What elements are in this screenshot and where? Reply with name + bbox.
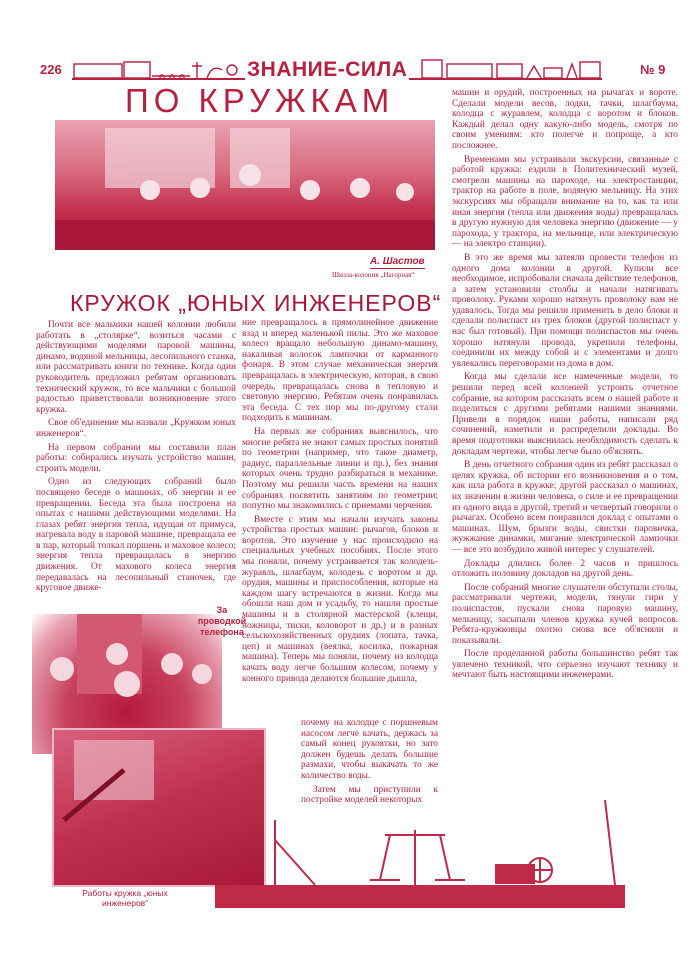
workshop-photo [55,120,435,250]
article-title: КРУЖОК „ЮНЫХ ИНЖЕНЕРОВ“ [70,290,442,316]
photo-author: А. Шастов [370,256,425,267]
paragraph: Временами мы устраивали экскурсии, связанные с работой кружка: ездили в Политехнический музей, смотрели машины на пароходе, на электростанции, трактор на работе в поле, водяную мельницу. На этих экскурсиях мы обращали внимание на то, как та или иная энергия (тепла или движения воды) превращалась в другую нужную для человека энергию (движение — у парохода, у трактора, на мельнице, или электрическую — на электро станции). [452,154,678,250]
article-column-2-continued [301,718,438,806]
telephone-photo-caption: За проводкой телефона [197,605,247,637]
article-column-3 [452,88,678,681]
magazine-title: ЗНАНИЕ-СИЛА [247,58,408,81]
paragraph: Доклады длились более 2 часов и пришлось отложить половину докладов на другой день. [452,558,678,580]
models-cutout-photo [215,800,635,910]
paragraph: На первом собрании мы составили план работы: собирались изучать устройство машин, строить модели. [36,442,236,474]
article-column-2 [242,318,438,684]
paragraph: В это же время мы затеяли провести телефон из одного дома колонии в другой. Купили все необходимое, испробовали сначала действие телефонов, а затем установили столбы и начали натягивать проволоку. Руками хорошо натянуть проволоку нам не удавалось. Тогда мы решили применить в дело блоки и сделали полиспаст из трех блоков (другой полиспаст у нас был готовый). При помощи полиспастов мы очень хорошо натянули провода, укрепили телефоны, соединили их между собой и с элементами и долго увлекались переговорами из дома в дом. [452,252,678,369]
paragraph: ние превращалось в прямолинейное движение взад и вперед маленькой пилы. Это же маховое колесо вращало небольшую динамо-машину, накаливая волосок лампочки от карманного фонаря. В этом случае механическая энергия превращалась в электрическую, которая, в свою очередь, превращалась снова в тепловую и световую энергию. Ребятам очень понравилась эта беседа. С тех пор мы по-другому стали подходить к машинам. [242,318,438,424]
models-photo-caption: Работы кружка „юных инженеров“ [82,888,168,908]
paragraph: Затем мы приступили к постройке моделей некоторых [301,784,438,806]
paragraph: Вместе с этим мы начали изучать законы устройства простых машин: рычагов, блоков и воротов. Это изучение у нас происходило на специальных учебных пособиях. После этого мы поняли, почему устраивается так колодезь-журавль, шлагбаум, колодезь с воротом и др. орудия, машины и приспособления, которые на каждом шагу встречаются в жизни. Когда мы обошли наш дом и усадьбу, то нашли простые машины и в столярной мастерской (клещи, ножницы, тиски, коловорот и др.) и в разных сельскохозяйственных орудиях (лопата, тачка, цеп) и машинах (веялка, косилка, пожарная машина). Теперь мы поняли, почему из колодца качать воду легче большим колесом, почему у конного привода делаются большие дышла, [242,514,438,684]
paragraph: После проделанной работы большинство ребят так увлечено техникой, что серьезно изучают технику и мечтают быть настоящими инженерами. [452,649,678,681]
paragraph: В день отчетного собрания один из ребят рассказал о целях кружка, об истории его возникновения и о том, как шла работа в кружке; другой рассказал о машинах, их значении в жизни человека, о силе и ее превращении из одного вида в другой, третий и четвертый говорили о рычагах. Особено всем понравился доклад с опытами о машинах. Шум, брызги воды, свистки паровичка, жужжание динамки, мигание электрической лампочки — все это возбудило живой интерес у слушателей. [452,460,678,555]
photo-source: Школа-колония „Нагорная“ [332,271,415,279]
issue-number: № 9 [640,62,666,77]
paragraph: Почти все мальчики нашей колонии любили работать в „столярке“, возиться часами с действующими моделями паровой машины, динамо, водяной мельницы, лесопильного станка, или рассматривать книги по технике. Когда один руководитель предложил ребятам организовать технический кружок, то все мальчики с большой радостью приветствовали возникновение этого кружка. [36,320,237,415]
paragraph: Одно из следующих собраний было посвящено беседе о машинах, об энергии и ее превращении. Беседа эта была построена на опытах с нашими действующими моделями. На глазах ребят энергия тепла, идущая от примуса, нагревала воду в паровой машине, превращала ее в пар, который толкал поршень и маховое колесо; энергия тепла превращалась в энергию движения. От махового колеса энергия передавалась на лесопильный станочек, где круговое движе- [36,477,236,594]
article-column-1 [36,320,236,594]
page-number: 226 [40,62,62,77]
paragraph: машин и орудий, построенных на рычагах и вороте. Сделали модели весов, лодки, тачки, шлагбаума, колодца с журавлем, колодца с воротом и блоков. Каждый делал одну какую-либо модель, смотря по своим умениям: кто полегче и попроще, а кто посложнее. [452,88,678,151]
section-title: ПО КРУЖКАМ [125,82,395,119]
paragraph: Свое об'единение мы назвали „Кружком юных инженеров“. [36,418,236,439]
paragraph: почему на колодце с поршневым насосом легче качать, держась за самый конец рукоятки, но зато должен будешь делать большие размахи, чтобы выкачать то же количество воды. [301,718,438,781]
paragraph: После собраний многие слушатели обступали столы, рассматривали чертежи, модели, тянули гири у полиспастов, пускали снова паровую машину, мельницу, засыпали членов кружка кучей вопросов. Ребята-кружковцы охотно снова все об'ясняли и показывали. [452,582,678,646]
paragraph: Когда мы сделали все намеченные модели, то решили перед всей колонией устроить отчетное собрание, на котором рассказать всем о нашей работе и поделиться с другими ребятами нашими знаниями. Привели в порядок наши работы, написали ряд сочинений, наметили и распределили доклады. Во время подготовки выяснилась необходимость сделать к докладам чертежи, чтобы легче было об'яснять. [452,372,678,457]
paragraph: На первых же собраниях выяснилось, что многие ребята не знают самых простых понятий по геометрии (например, что такое диаметр, радиус, параллельные линии и пр.), без знания которых очень трудно разбираться в механике. Поэтому мы решили часть времени на наших собраниях посвятить занятиям по геометрии; попутно мы знакомились с приемами черчения. [242,426,438,512]
